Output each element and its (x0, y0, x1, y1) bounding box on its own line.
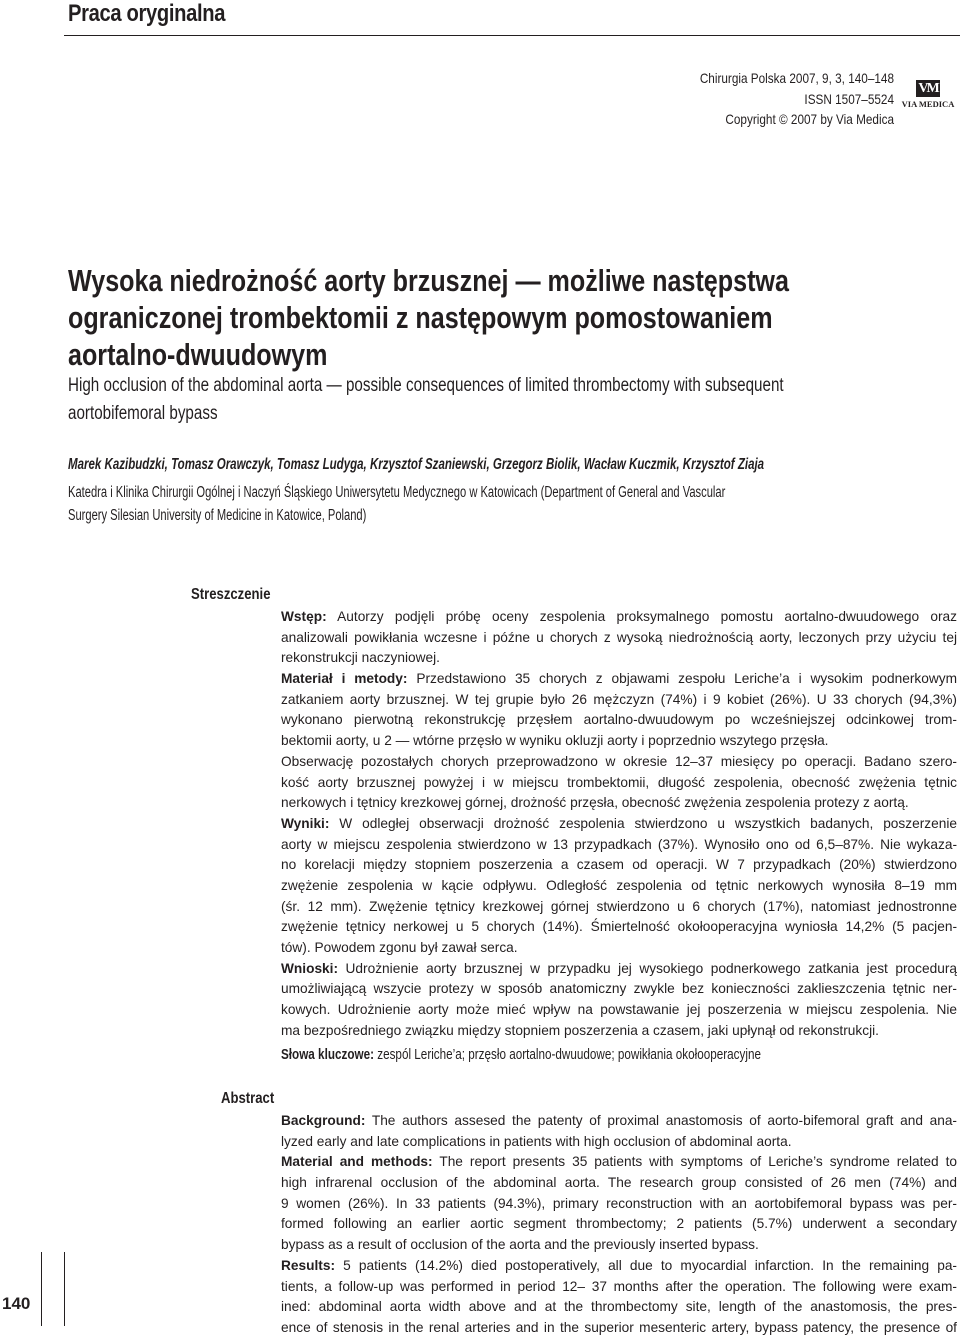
streszczenie-line-text: W odległej obserwacji drożność zespolenia stwierdzono u wszystkich badanych, poszerzenie (329, 815, 957, 831)
abstract-body (281, 1111, 957, 1339)
streszczenie-line (281, 855, 957, 876)
abstract-line (281, 1132, 957, 1153)
top-rule (64, 35, 960, 36)
streszczenie-line-text: bektomii aorty, u 2 — wtórne przęsło w wyniku okluzji aorty i poprzednio wszytego przęsła. (281, 733, 829, 749)
streszczenie-line (281, 607, 957, 628)
streszczenie-line (281, 1021, 957, 1042)
streszczenie-line (281, 897, 957, 918)
abstract-line-text: The report presents 35 patients with symptoms of Leriche’s syndrome related to (432, 1154, 957, 1170)
streszczenie-line (281, 814, 957, 835)
abstract-line (281, 1277, 957, 1298)
abstract-line-label: Background: (281, 1113, 366, 1128)
streszczenie-line-text: umożliwiającą wszycie protezy w sposób anatomiczny zwykle bez konieczności zaklieszczenia tętnic ner- (281, 981, 957, 997)
journal-citation: Chirurgia Polska 2007, 9, 3, 140–148 (699, 70, 894, 86)
title-pl-line: Wysoka niedrożność aorty brzusznej — możliwe następstwa (68, 263, 789, 298)
streszczenie-line-text: zatkaniem aorty brzusznej. W tej grupie było 26 mężczyzn (74%) i 9 kobiet (26%). U 33 chorych (94,3%) (281, 691, 957, 707)
abstract-line-text: 9 women (26%). In 33 patients (94.3%), primary reconstruction with an aortobifemoral bypass was per- (281, 1195, 957, 1211)
streszczenie-line-text: no korelacji między stopniem poszerzenia a czasem od operacji. W 7 przypadkach (20%) stwierdzono (281, 857, 957, 873)
abstract-line (281, 1214, 957, 1235)
streszczenie-line-text: ma bezpośredniego związku między stopniem poszerzenia a czasem, jaki upłynął od rekonstrukcji. (281, 1022, 879, 1038)
streszczenie-heading: Streszczenie (191, 586, 271, 603)
journal-copyright: Copyright © 2007 by Via Medica (725, 111, 894, 127)
streszczenie-line-text: Udrożnienie aorty brzusznej w przypadku jej wysokiego podnerkowego zatkania jest procedurą (338, 960, 957, 976)
authors: Marek Kazibudzki, Tomasz Orawczyk, Tomasz Ludyga, Krzysztof Szaniewski, Grzegorz Biolik, Wacław Kuczmik, Krzysztof Ziaja (68, 456, 765, 473)
streszczenie-line (281, 773, 957, 794)
streszczenie-line-label: Wnioski: (281, 960, 339, 976)
keywords-text: zespól Leriche’a; przęsło aortalno-dwuudowe; powikłania okołooperacyjne (373, 1046, 761, 1063)
keywords (281, 1046, 905, 1063)
streszczenie-line (281, 876, 957, 897)
streszczenie-line-label: Wstęp: (281, 609, 327, 624)
abstract-line-text: ined: abdominal aorta width above and at the thrombectomy site, length of the anastomosis, the pres- (281, 1299, 957, 1315)
logo-mark: VM (916, 80, 940, 97)
abstract-line-text: 5 patients (14.2%) died postoperatively, all due to myocardial infarction. In the remaining pa- (335, 1257, 957, 1273)
abstract-line (281, 1152, 957, 1173)
streszczenie-line-text: rekonstrukcji naczyniowej. (281, 650, 440, 666)
abstract-line (281, 1194, 957, 1215)
streszczenie-line (281, 690, 957, 711)
streszczenie-line-text: zwężenie zespolenia w kącie odpływu. Odległość zespolenia od tętnic nerkowych wynosiła 8–19 mm (281, 877, 957, 893)
streszczenie-line-text: tów). Powodem zgonu był zawał serca. (281, 940, 518, 955)
page-number: 140 (2, 1294, 31, 1313)
abstract-line (281, 1111, 957, 1132)
logo-text: VIA MEDICA (901, 99, 955, 109)
title-en-line: aortobifemoral bypass (68, 403, 218, 424)
abstract-line-text: formed following an earlier aortic segment thrombectomy; 2 patients (5.7%) underwent a secondary (281, 1216, 957, 1232)
via-medica-logo (898, 80, 958, 112)
abstract-line-text: lyzed early and late complications in patients with high occlusion of abdominal aorta. (281, 1133, 792, 1149)
streszczenie-line-text: (śr. 12 mm). Zwężenie tętnicy krezkowej górnej stwierdzono u 6 chorych (17%), natomiast jednostronne (281, 898, 957, 914)
section-label: Praca oryginalna (68, 0, 226, 27)
streszczenie-line (281, 731, 957, 752)
article-title-pl (68, 262, 878, 373)
abstract-line-label: Material and methods: (281, 1154, 433, 1170)
streszczenie-line-text: analizowali powikłania wczesne i późne u chorych z wysoką niedrożnością aorty, leczonych przy użyciu tej (281, 629, 957, 645)
streszczenie-line (281, 710, 957, 731)
streszczenie-line-label: Wyniki: (281, 815, 330, 831)
streszczenie-line (281, 959, 957, 980)
affiliation (68, 482, 932, 527)
streszczenie-body (281, 607, 957, 1041)
streszczenie-line-label: Materiał i metody: (281, 671, 408, 687)
keywords-label: Słowa kluczowe: (281, 1046, 374, 1063)
streszczenie-line-text: aorty w miejscu zespolenia stwierdzono w 13 przypadkach (37%). Wynosiło ono od 6,5–87%. Nie wykaza- (281, 836, 957, 852)
streszczenie-line (281, 917, 957, 938)
streszczenie-line (281, 793, 957, 814)
title-en-line: High occlusion of the abdominal aorta — possible consequences of limited thrombectomy with subsequent (68, 375, 784, 396)
streszczenie-line-text: Autorzy podjęli próbę oceny zespolenia proksymalnego pomostu aortalno-dwuudowego oraz (326, 609, 957, 624)
streszczenie-line (281, 628, 957, 649)
streszczenie-line-text: nerkowych i tętnicy krezkowej górnej, drożność przęsła, obecność zwężenia zespolenia protezy z aortą. (281, 795, 909, 811)
page-rule-right (64, 1252, 65, 1326)
abstract-line (281, 1256, 957, 1277)
abstract-line-text: tients, a follow-up was performed in period 12– 37 months after the operation. The following were exam- (281, 1278, 957, 1294)
title-pl-line: aortalno-dwuudowym (68, 337, 328, 372)
affiliation-line: Surgery Silesian University of Medicine in Katowice, Poland) (68, 506, 367, 524)
abstract-line-text: The authors assesed the patenty of proximal anastomosis of aorto-bifemoral graft and ana- (365, 1113, 957, 1128)
streszczenie-line (281, 938, 957, 959)
abstract-line (281, 1173, 957, 1194)
streszczenie-line-text: kowych. Udrożnienie aorty może mieć wpływ na powstawanie jej poszerzenia w miejscu zespolenia. Nie (281, 1002, 957, 1018)
streszczenie-line-text: Obserwację pozostałych chorych przeprowadzono w okresie 12–37 miesięcy po operacji. Badano szero- (281, 753, 957, 769)
abstract-line (281, 1297, 957, 1318)
abstract-line (281, 1318, 957, 1339)
streszczenie-line (281, 979, 957, 1000)
streszczenie-line-text: zwężenie tętnicy nerkowej u 5 chorych (14%). Śmiertelność okołooperacyjna wyniosła 14,2% (5 pacjen- (281, 919, 957, 935)
abstract-heading: Abstract (221, 1090, 275, 1107)
streszczenie-line (281, 752, 957, 773)
streszczenie-line-text: Przedstawiono 35 chorych z objawami zespołu Leriche’a i wysokim podnerkowym (407, 671, 957, 687)
streszczenie-line (281, 1000, 957, 1021)
streszczenie-line-text: wykonano pierwotną rekonstrukcję przęsłem aortalno-dwuudowym po wcześniejszej odcinkowej trom- (281, 712, 957, 728)
streszczenie-line-text: kość aorty brzusznej powyżej i w miejscu trombektomii, długość zespolenia, obecność zwężenia tętnic (281, 774, 957, 790)
affiliation-line: Katedra i Klinika Chirurgii Ogólnej i Naczyń Śląskiego Uniwersytetu Medycznego w Katowicach (Department of General and Vascular (68, 484, 726, 501)
page-rule-left (41, 1252, 42, 1326)
streszczenie-line (281, 648, 957, 669)
article-title-en (68, 372, 900, 428)
abstract-line-label: Results: (281, 1257, 336, 1273)
journal-issn: ISSN 1507–5524 (804, 90, 894, 107)
abstract-line-text: high infrarenal occlusion of the abdominal aorta. The research group consisted of 26 men (74%) and (281, 1175, 957, 1191)
abstract-line-text: ence of stenosis in the renal arteries and in the superior mesenteric artery, bypass patency, the presence of (281, 1319, 957, 1335)
streszczenie-line (281, 835, 957, 856)
abstract-line-text: bypass as a result of occlusion of the aorta and the previously inserted bypass. (281, 1237, 759, 1253)
journal-meta (474, 68, 894, 130)
title-pl-line: ograniczonej trombektomii z następowym pomostowaniem (68, 300, 773, 335)
abstract-line (281, 1235, 957, 1256)
streszczenie-line (281, 669, 957, 690)
